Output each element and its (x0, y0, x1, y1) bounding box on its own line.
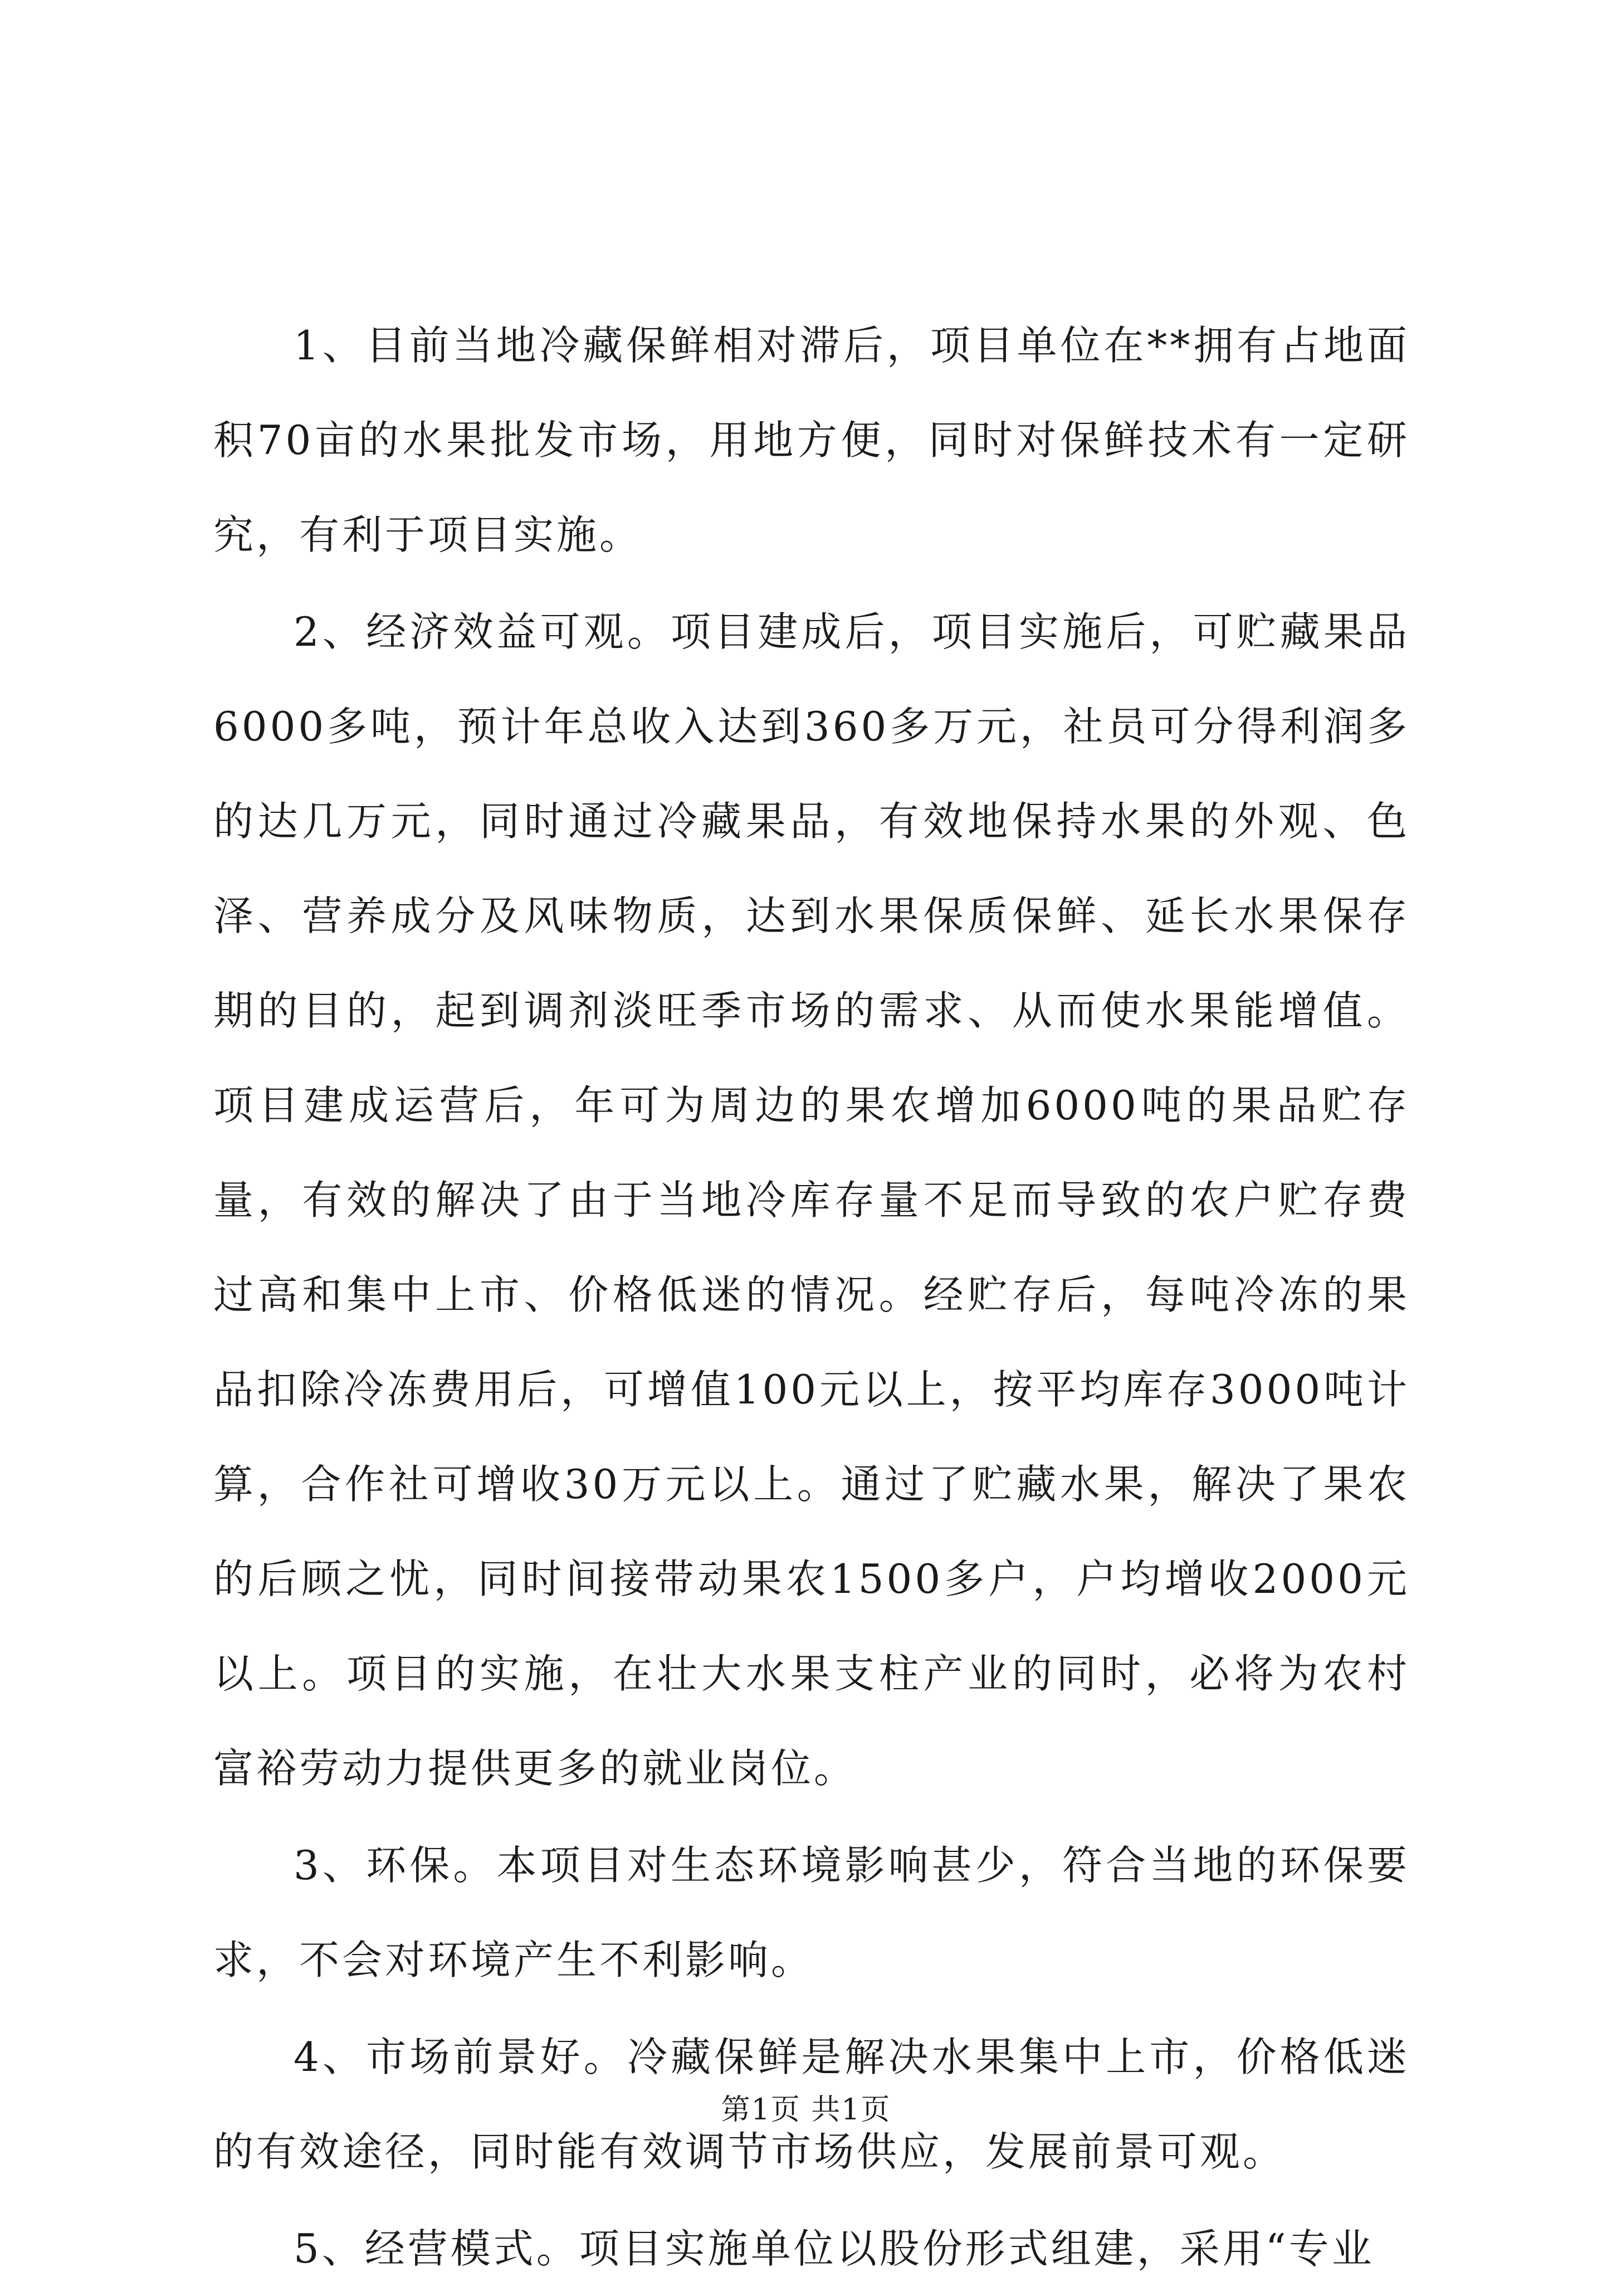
page-footer: 第1页 共1页 (721, 2093, 891, 2127)
paragraph-2: 2、经济效益可观。项目建成后，项目实施后，可贮藏果品6000多吨，预计年总收入达到360多万元，社员可分得利润多的达几万元，同时通过冷藏果品，有效地保持水果的外观、色泽、营养成分及风味物质，达到水果保质保鲜、延长水果保存期的目的，起到调剂淡旺季市场的需求、从而使水果能增值。项目建成运营后，年可为周边的果农增加6000吨的果品贮存量，有效的解决了由于当地冷库存量不足而导致的农户贮存费过高和集中上市、价格低迷的情况。经贮存后，每吨冷冻的果品扣除冷冻费用后，可增值100元以上，按平均库存3000吨计算，合作社可增收30万元以上。通过了贮藏水果，解决了果农的后顾之忧，同时间接带动果农1500多户，户均增收2000元以上。项目的实施，在壮大水果支柱产业的同时，必将为农村富裕劳动力提供更多的就业岗位。 (213, 608, 1410, 1792)
paragraph-1: 1、目前当地冷藏保鲜相对滞后，项目单位在**拥有占地面积70亩的水果批发市场，用地方便，同时对保鲜技术有一定研究，有利于项目实施。 (213, 322, 1410, 558)
paragraph-5: 5、经营模式。项目实施单位以股份形式组建，采用“专业 (294, 2225, 1375, 2272)
document-body (213, 298, 1410, 2296)
paragraph-3: 3、环保。本项目对生态环境影响甚少，符合当地的环保要求，不会对环境产生不利影响。 (213, 1842, 1410, 1983)
paragraph-4: 4、市场前景好。冷藏保鲜是解决水果集中上市，价格低迷的有效途径，同时能有效调节市场供应，发展前景可观。 (213, 2034, 1410, 2175)
